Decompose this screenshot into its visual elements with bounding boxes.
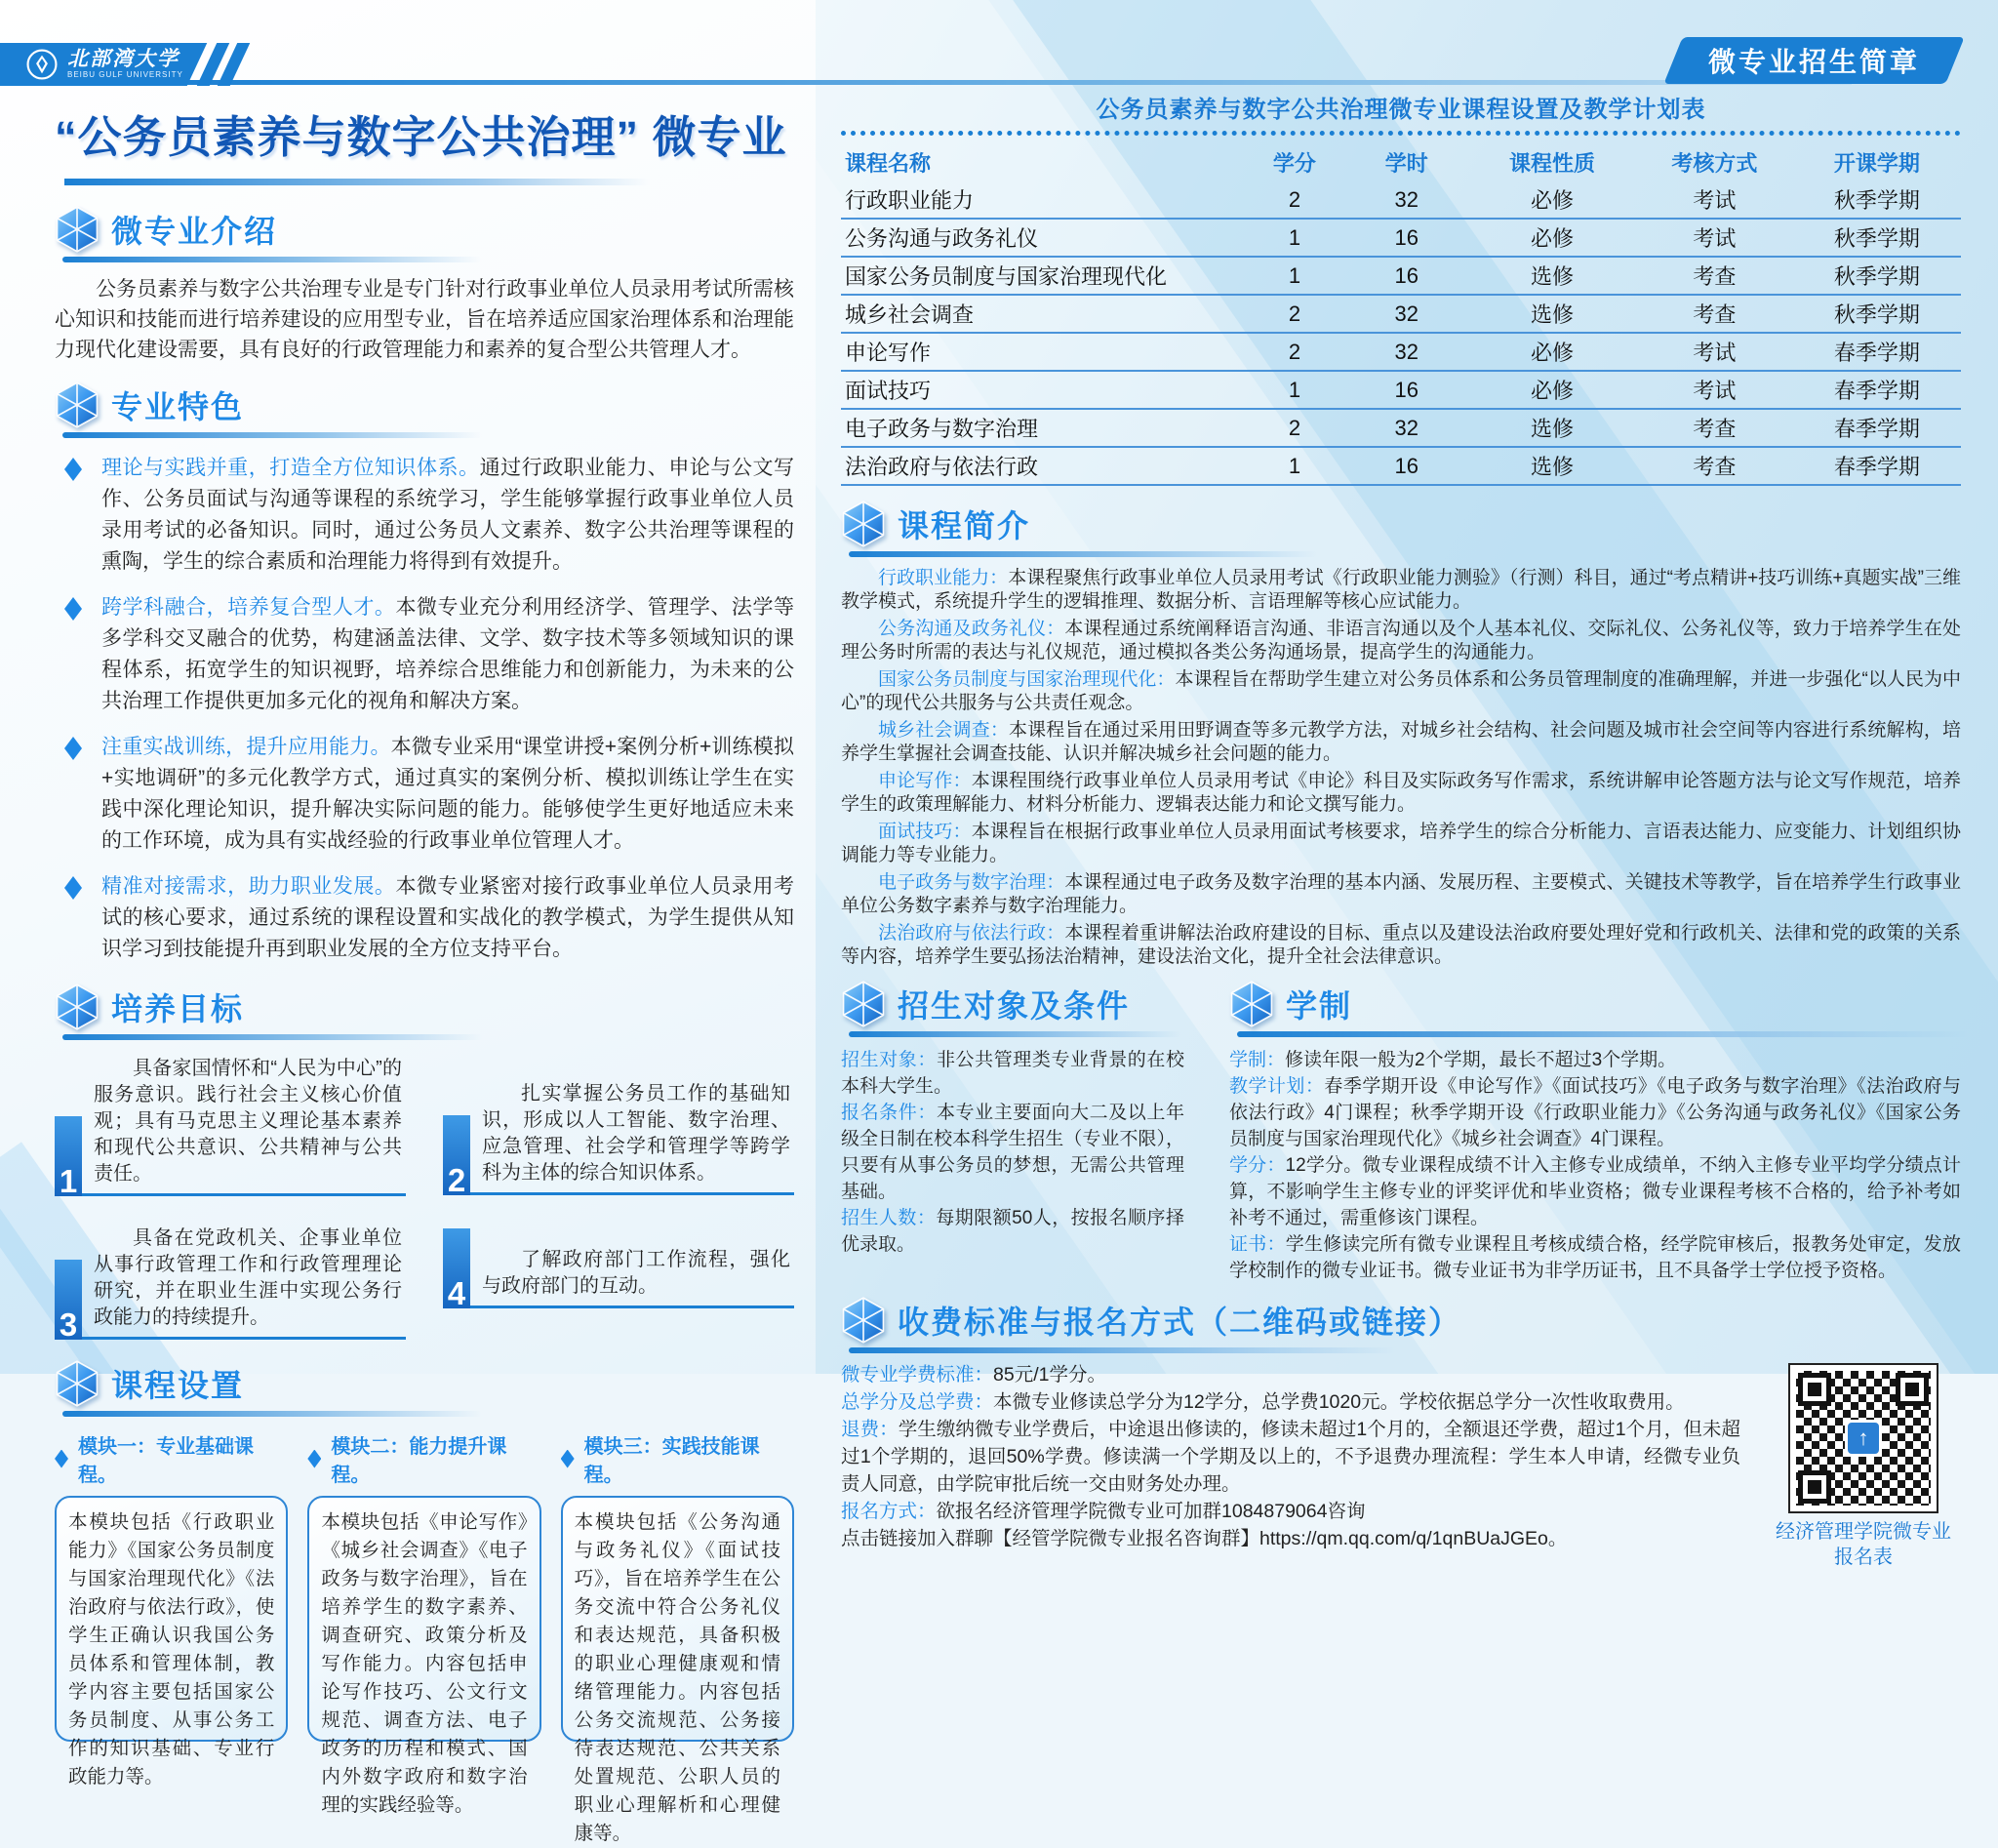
column-header: 课程名称 [845,151,932,176]
module-body: 本模块包括《申论写作》《城乡社会调查》《电子政务与数字治理》，旨在培养学生的数字素养、调查研究、政策分析及写作能力。内容包括申论写作技巧、公文行文规范、调查方法、电子政务的历程和模式、国内外数字政府和数字治理的实践经验等。 [307,1496,540,1742]
module-title: 模块二：能力提升课程。 [331,1436,507,1486]
diamond-icon [64,737,82,760]
goal-item [55,1056,406,1199]
cell-hours: 16 [1345,219,1468,257]
course-intro-item [841,821,1961,866]
section-title: 学制 [1286,988,1353,1024]
cell-course: 面试技巧 [841,371,1244,409]
course-intro-label: 法治政府与依法行政： [878,923,1065,944]
cell-semester: 春季学期 [1793,447,1961,485]
section-title: 培养目标 [111,991,245,1026]
module-title: 模块一：专业基础课程。 [78,1436,254,1486]
top-divider-line [156,80,1852,85]
cell-course: 城乡社会调查 [841,295,1244,333]
cell-credit: 1 [1244,371,1344,409]
course-intro-label: 面试技巧： [878,822,972,842]
feature-lead: 精准对接需求，助力职业发展。 [101,875,396,898]
university-name: 北部湾大学 [67,48,180,70]
module-body: 本模块包括《行政职业能力》《国家公务员制度与国家治理现代化》《法治政府与依法行政》，使学生正确认识我国公务员体系和管理体制，教学内容主要包括国家公务员制度、从事公务工作的知识基础、专业行政能力等。 [55,1496,288,1742]
cell-assessment: 考试 [1636,371,1793,409]
course-plan-table [841,143,1961,486]
cell-semester: 春季学期 [1793,333,1961,371]
section-underline [62,432,482,438]
goal-item [443,1081,794,1198]
cell-hours: 32 [1345,295,1468,333]
cube-icon [55,381,100,429]
page-title: “公务员素养与数字公共治理” 微专业 [55,112,787,162]
diamond-icon [64,458,82,481]
section-admission-header [841,980,1184,1028]
cell-assessment: 考查 [1636,409,1793,447]
intro-paragraph: 公务员素养与数字公共治理专业是专门针对行政事业单位人员录用考试所需核心知识和技能而进行培养建设的应用型专业，旨在培养适应国家治理体系和治理能力现代化建设需要，具有良好的行政管理能力和素养的复合型公共管理人才。 [55,278,794,361]
cell-course: 法治政府与依法行政 [841,447,1244,485]
goal-number: 2 [443,1115,470,1195]
goal-text: 了解政府部门工作流程，强化与政府部门的互动。 [482,1249,790,1297]
cube-icon [55,1359,100,1408]
course-intro-item [841,922,1961,968]
goal-item [55,1225,406,1343]
title-underline [64,179,650,185]
section-title: 专业特色 [111,389,245,424]
duration-section [1229,980,1961,1284]
cell-semester: 秋季学期 [1793,219,1961,257]
feature-item [55,592,794,717]
cell-type: 必修 [1468,219,1636,257]
admission-item [841,1100,1184,1205]
admission-item [841,1047,1184,1100]
column-header: 学时 [1384,151,1428,176]
table-row [841,257,1961,295]
cell-credit: 2 [1244,295,1344,333]
field-label: 学制： [1229,1050,1286,1070]
module-item [307,1430,540,1816]
course-intro-label: 城乡社会调查： [878,720,1009,741]
cube-icon [55,205,100,254]
section-underline [849,551,1317,557]
table-row [841,219,1961,257]
qr-finder-icon [1896,1373,1929,1406]
table-row [841,181,1961,219]
field-value: 学生修读完所有微专业课程且考核成绩合格，经学院审核后，报教务处审定，发放学校制作的微专业证书。微专业证书为非学历证书，且不具备学士学位授予资格。 [1229,1234,1961,1281]
table-row [841,409,1961,447]
cell-course: 电子政务与数字治理 [841,409,1244,447]
course-intro-text: 本课程着重讲解法治政府建设的目标、重点以及建设法治政府要处理好党和行政机关、法律和党的政策的关系等内容，培养学生要弘扬法治精神，建设法治文化，提升全社会法律意识。 [841,923,1961,967]
course-intro-label: 申论写作： [878,771,972,791]
course-intro-text: 本课程通过系统阐释语言沟通、非语言沟通以及个人基本礼仪、交际礼仪、公务礼仪等，致力于培养学生在处理公务时所需的表达与礼仪规范，通过模拟各类公务沟通场景，提高学生的沟通能力。 [841,619,1961,663]
field-value: 12学分。微专业课程成绩不计入主修专业成绩单，不纳入主修专业平均学分绩点计算，不影响学生主修专业的评奖评优和毕业资格；微专业课程考核不合格的，给予补考如补考不通过，需重修该门课程。 [1229,1155,1961,1228]
fees-section [841,1296,1961,1570]
field-label: 报名方式： [841,1501,937,1522]
cell-type: 必修 [1468,371,1636,409]
module-item [55,1430,288,1788]
cube-icon [55,983,100,1031]
course-intro-label: 国家公务员制度与国家治理现代化： [878,669,1176,690]
section-duration-header [1229,980,1961,1028]
column-header: 学分 [1272,151,1316,176]
table-row [841,295,1961,333]
cell-course: 行政职业能力 [841,181,1244,219]
module-title: 模块三：实践技能课程。 [583,1436,760,1486]
fee-item [841,1388,1740,1416]
field-label: 学分： [1229,1155,1286,1176]
qr-finder-icon [1798,1470,1831,1504]
feature-body: 本微专业紧密对接行政事业单位人员录用考试的核心要求，通过系统的课程设置和实战化的教学模式，为学生提供从知识学习到技能提升再到职业发展的全方位支持平台。 [101,875,794,960]
field-value: 每期限额50人，按报名顺序择优录取。 [841,1208,1184,1255]
duration-item [1229,1073,1961,1152]
feature-lead: 理论与实践并重，打造全方位知识体系。 [101,457,480,479]
field-value: 欲报名经济管理学院微专业可加群1084879064咨询 [936,1501,1366,1522]
cell-hours: 16 [1345,447,1468,485]
goal-text: 扎实掌握公务员工作的基础知识，形成以人工智能、数字治理、应急管理、社会学和管理学等跨学科为主体的综合知识体系。 [482,1083,790,1184]
modules-grid [55,1430,794,1844]
section-underline [62,1411,482,1417]
field-value: 修读年限一般为2个学期，最长不超过3个学期。 [1285,1050,1677,1070]
fee-item [841,1361,1740,1388]
section-modules-header [55,1359,794,1408]
cell-assessment: 考试 [1636,333,1793,371]
table-header-row [841,143,1961,181]
table-title: 公务员素养与数字公共治理微专业课程设置及教学计划表 [1096,97,1706,123]
university-name-en: BEIBU GULF UNIVERSITY [67,70,183,79]
cell-semester: 春季学期 [1793,371,1961,409]
left-column [55,101,794,1844]
duration-item [1229,1047,1961,1073]
table-row [841,447,1961,485]
feature-item [55,453,794,578]
goal-item [443,1247,794,1311]
cell-credit: 2 [1244,181,1344,219]
header-badge [1663,37,1964,84]
module-title-row [307,1430,540,1487]
cell-type: 必修 [1468,333,1636,371]
cell-assessment: 考试 [1636,181,1793,219]
course-intro-item [841,567,1961,613]
duration-body [1229,1047,1961,1284]
course-intro-item [841,871,1961,917]
admission-item [841,1205,1184,1258]
section-underline [62,1034,482,1040]
module-title-row [55,1430,288,1487]
field-value: 85元/1学分。 [993,1364,1106,1386]
cell-hours: 32 [1345,181,1468,219]
feature-body: 通过行政职业能力、申论与公文写作、公务员面试与沟通等课程的系统学习，学生能够掌握行政事业单位人员录用考试的必备知识。同时，通过公务员人文素养、数字公共治理等课程的熏陶，学生的综合素质和治理能力将得到有效提升。 [101,457,794,573]
cell-hours: 32 [1345,333,1468,371]
cube-icon [841,980,886,1028]
feature-lead: 跨学科融合，培养复合型人才。 [101,596,396,619]
course-intro-text: 本课程旨在根据行政事业单位人员录用面试考核要求，培养学生的综合分析能力、言语表达能力、应变能力、计划组织协调能力等专业能力。 [841,822,1961,865]
module-body: 本模块包括《公务沟通与政务礼仪》《面试技巧》，旨在培养学生在公务交流中符合公务礼仪和表达规范，具备积极的职业心理健康观和情绪管理能力。内容包括公务交流规范、公务接待表达规范、公共关系处置规范、公职人员的职业心理解析和心理健康等。 [561,1496,794,1742]
section-title: 收费标准与报名方式（二维码或链接） [898,1305,1462,1340]
field-label: 总学分及总学费： [841,1391,994,1413]
cell-type: 选修 [1468,295,1636,333]
course-intro-text: 本课程围绕行政事业单位人员录用考试《申论》科目及实际政务写作需求，系统讲解申论答题方法与论文写作规范，培养学生的政策理解能力、材料分析能力、逻辑表达能力和论文撰写能力。 [841,771,1961,815]
section-goals-header [55,983,794,1031]
cell-hours: 32 [1345,409,1468,447]
section-fees-header [841,1296,1961,1345]
diamond-icon [307,1450,321,1468]
section-features-header [55,381,794,429]
cell-semester: 秋季学期 [1793,181,1961,219]
cell-credit: 1 [1244,257,1344,295]
field-label: 教学计划： [1229,1076,1325,1097]
column-header: 开课学期 [1833,151,1920,176]
table-row [841,371,1961,409]
course-intro-item [841,719,1961,765]
cell-type: 必修 [1468,181,1636,219]
qr-center-arrow-icon: ↑ [1845,1420,1882,1457]
cell-assessment: 考查 [1636,257,1793,295]
qr-caption: 经济管理学院微专业报名表 [1776,1521,1951,1568]
duration-item [1229,1231,1961,1284]
cell-semester: 秋季学期 [1793,257,1961,295]
admission-section [841,980,1184,1284]
cell-type: 选修 [1468,447,1636,485]
cell-credit: 2 [1244,333,1344,371]
section-course-intro-header [841,500,1961,548]
cell-credit: 1 [1244,447,1344,485]
qr-block [1766,1365,1961,1570]
cell-assessment: 考查 [1636,295,1793,333]
cell-assessment: 考查 [1636,447,1793,485]
field-label: 报名条件： [841,1103,937,1123]
section-underline [849,1347,1395,1353]
table-row [841,333,1961,371]
feature-lead: 注重实战训练，提升应用能力。 [101,736,391,758]
course-intro-text: 本课程旨在通过采用田野调查等多元教学方法，对城乡社会结构、社会问题及城市社会空间等内容进行系统解构，培养学生掌握社会调查技能、认识并解决城乡社会问题的能力。 [841,720,1961,764]
course-intro-label: 公务沟通及政务礼仪： [878,619,1065,639]
logo-band [0,43,185,86]
cell-course: 国家公务员制度与国家治理现代化 [841,257,1244,295]
university-logo-icon [25,48,59,81]
cell-assessment: 考试 [1636,219,1793,257]
cell-hours: 16 [1345,371,1468,409]
cube-icon [841,500,886,548]
diamond-icon [561,1450,575,1468]
module-item [561,1430,794,1844]
cell-course: 申论写作 [841,333,1244,371]
field-value: 学生缴纳微专业学费后，中途退出修读的，修读未超过1个月的，全额退还学费，超过1个月，但未超过1个学期的，退回50%学费。修读满一个学期及以上的，不予退费办理流程：学生本人申请，经微专业负责人同意，由学院审批后统一交由财务处办理。 [841,1419,1740,1495]
section-underline [1237,1031,1969,1037]
cell-credit: 2 [1244,409,1344,447]
feature-item [55,732,794,857]
dotted-divider [841,131,1961,136]
feature-body: 本微专业采用“课堂讲授+案例分析+训练模拟+实地调研”的多元化教学方式，通过真实的案例分析、模拟训练让学生在实践中深化理论知识，提升解决实际问题的能力。能够使学生更好地适应未来的工作环境，成为具有实战经验的行政事业单位管理人才。 [101,736,794,852]
goal-number: 4 [443,1228,470,1308]
cube-icon [841,1296,886,1345]
module-title-row [561,1430,794,1487]
cube-icon [1229,980,1274,1028]
goal-text: 具备在党政机关、企事业单位从事行政管理工作和行政管理理论研究，并在职业生涯中实现公务行政能力的持续提升。 [94,1227,402,1328]
goals-grid [55,1056,794,1343]
diamond-icon [64,597,82,621]
qr-code [1790,1365,1937,1511]
cell-course: 公务沟通与政务礼仪 [841,219,1244,257]
cell-credit: 1 [1244,219,1344,257]
course-intro-item [841,770,1961,816]
admission-body [841,1047,1184,1258]
section-title: 招生对象及条件 [898,988,1131,1024]
goal-number: 3 [55,1260,82,1340]
course-intro-item [841,618,1961,663]
field-label: 招生人数： [841,1208,937,1228]
course-intro-text: 本课程聚焦行政事业单位人员录用考试《行政职业能力测验》（行测）科目，通过“考点精讲+技巧训练+真题实战”三维教学模式，系统提升学生的逻辑推理、数据分析、言语理解等核心应试能力。 [841,568,1961,612]
header-badge-label: 微专业招生简章 [1707,47,1920,77]
cell-type: 选修 [1468,409,1636,447]
course-intro-text: 本课程通过电子政务及数字治理的基本内涵、发展历程、主要模式、关键技术等教学，旨在培养学生行政事业单位公务数字素养与数字治理能力。 [841,872,1961,916]
logo-text [67,49,183,80]
section-intro-header [55,205,794,254]
section-title: 微专业介绍 [111,214,278,249]
course-intro-item [841,668,1961,714]
goal-number: 1 [55,1116,82,1196]
field-label: 退费： [841,1419,899,1440]
feature-body: 本微专业充分利用经济学、管理学、法学等多学科交叉融合的优势，构建涵盖法律、文学、数字技术等多领域知识的课程体系，拓宽学生的知识视野，培养综合思维能力和创新能力，为未来的公共治理工作提供更加多元化的视角和解决方案。 [101,596,794,712]
section-underline [849,1031,1180,1037]
diamond-icon [64,876,82,900]
fee-item [841,1498,1740,1525]
qq-group-link[interactable]: 点击链接加入群聊【经管学院微专业报名咨询群】https://qm.qq.com/q/1qnBUaJGEo。 [841,1528,1568,1549]
cell-type: 选修 [1468,257,1636,295]
course-intro-label: 电子政务与数字治理： [878,872,1065,893]
course-intro-text: 本课程旨在帮助学生建立对公务员体系和公务员管理制度的准确理解，并进一步强化“以人民为中心”的现代公共服务与公共责任观念。 [841,669,1961,713]
section-title: 课程简介 [898,508,1031,543]
section-title: 课程设置 [111,1368,245,1403]
section-underline [62,257,482,262]
cell-hours: 16 [1345,257,1468,295]
field-value: 本微专业修读总学分为12学分，总学费1020元。学校依据总学分一次性收取费用。 [993,1391,1685,1413]
course-intro-label: 行政职业能力： [878,568,1009,588]
column-header: 考核方式 [1671,151,1758,176]
field-value: 本专业主要面向大二及以上年级全日制在校本科学生招生（专业不限），只要有从事公务员的梦想，无需公共管理基础。 [841,1103,1184,1202]
fee-item [841,1416,1740,1498]
qr-finder-icon [1798,1373,1831,1406]
feature-item [55,871,794,965]
field-value: 春季学期开设《申论写作》《面试技巧》《电子政务与数字治理》《法治政府与依法行政》4门课程；秋季学期开设《行政职业能力》《公务沟通与政务礼仪》《国家公务员制度与国家治理现代化》《城乡社会调查》4门课程。 [1229,1076,1961,1149]
diamond-icon [55,1450,68,1468]
right-column [841,90,1961,1570]
fees-body [841,1361,1766,1570]
cell-semester: 春季学期 [1793,409,1961,447]
cell-semester: 秋季学期 [1793,295,1961,333]
duration-item [1229,1152,1961,1231]
field-label: 证书： [1229,1234,1286,1255]
column-header: 课程性质 [1508,151,1595,176]
field-label: 微专业学费标准： [841,1364,994,1386]
field-label: 招生对象： [841,1050,937,1070]
field-value: 非公共管理类专业背景的在校本科大学生。 [841,1050,1184,1097]
goal-text: 具备家国情怀和“人民为中心”的服务意识。践行社会主义核心价值观；具有马克思主义理论基本素养和现代公共意识、公共精神与公共责任。 [94,1058,402,1185]
